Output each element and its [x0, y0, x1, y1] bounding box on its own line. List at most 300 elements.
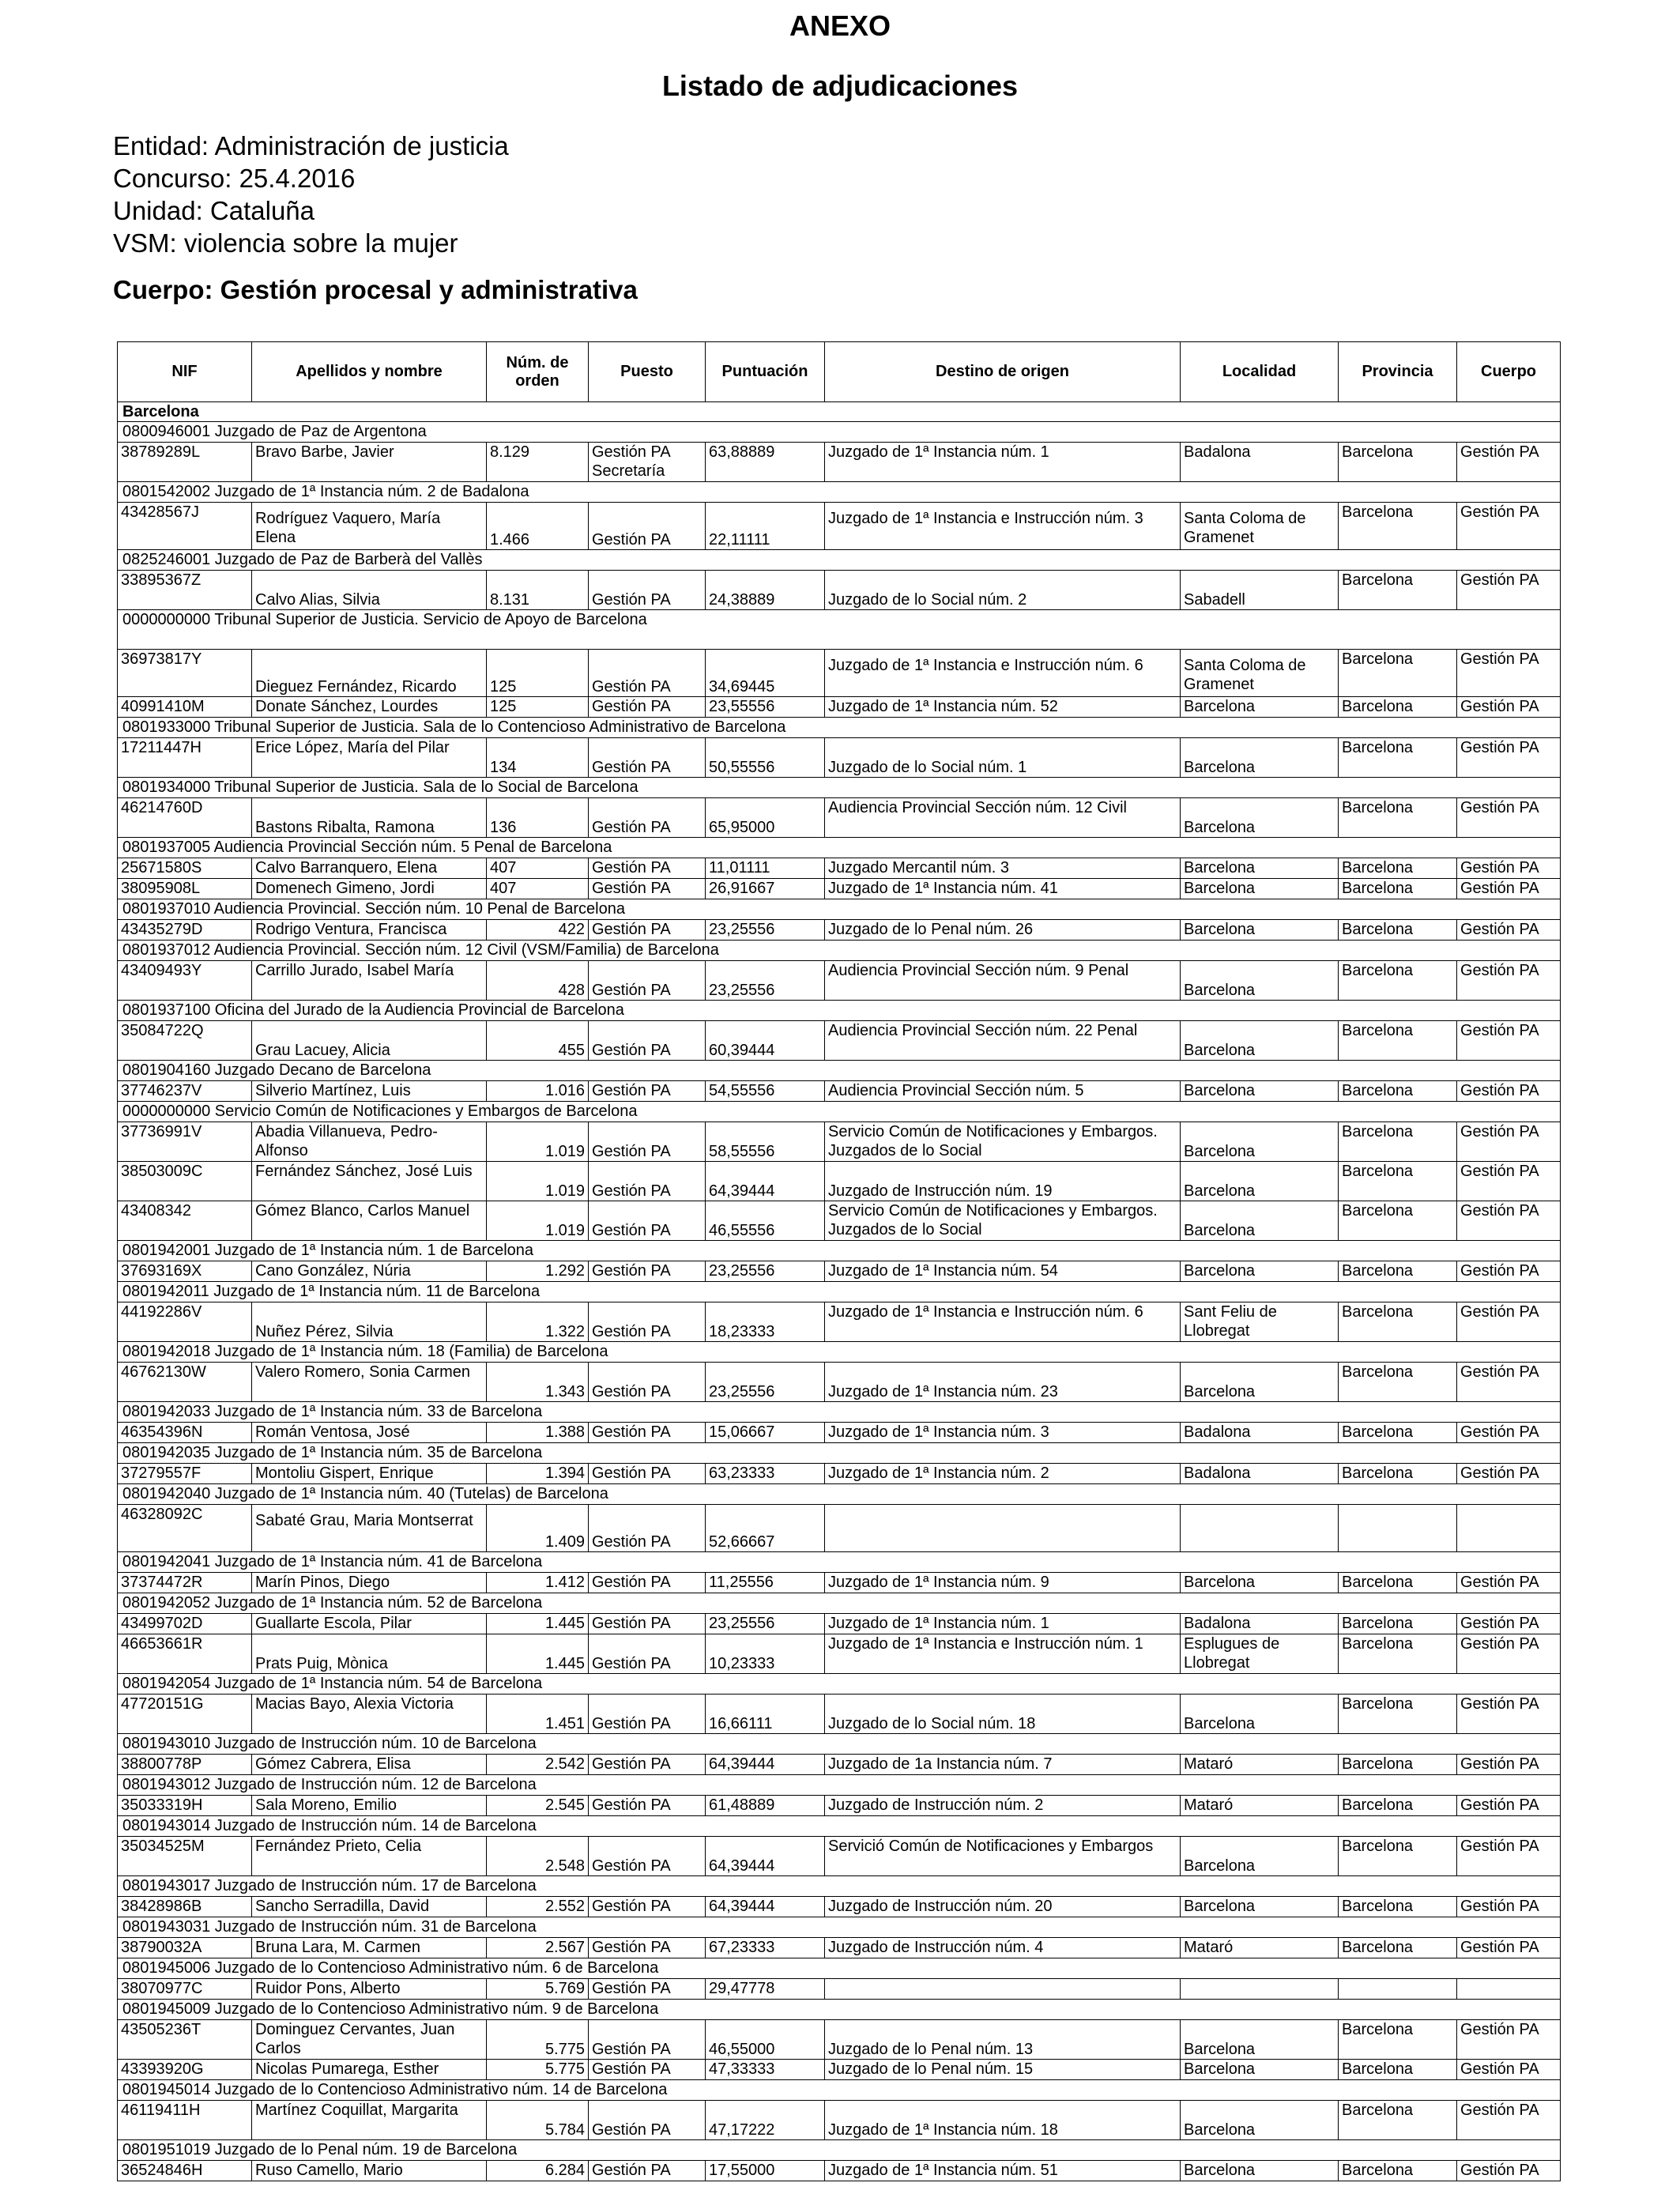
cell-puesto: Gestión PA [589, 1505, 706, 1552]
section-row [118, 1102, 1561, 1122]
cell-destino: Juzgado de 1ª Instancia e Instrucción núm. 1 [825, 1634, 1181, 1674]
table-row [118, 798, 1561, 838]
table-row [118, 1302, 1561, 1342]
cell-provincia: Barcelona [1339, 798, 1457, 838]
section-row [118, 1001, 1561, 1021]
cell-nif: 36973817Y [118, 650, 252, 697]
section-label: 0801943012 Juzgado de Instrucción núm. 12 de Barcelona [118, 1775, 1561, 1796]
col-header-cuerpo: Cuerpo [1457, 342, 1561, 402]
cell-cuerpo: Gestión PA [1457, 1464, 1561, 1484]
cell-orden: 125 [487, 650, 589, 697]
cell-nombre: Bastons Ribalta, Ramona [252, 798, 487, 838]
cell-localidad: Barcelona [1181, 920, 1339, 941]
cell-nif: 35034525M [118, 1837, 252, 1876]
cell-nombre: Bruna Lara, M. Carmen [252, 1938, 487, 1958]
cell-nombre: Carrillo Jurado, Isabel María [252, 961, 487, 1001]
cell-orden: 2.542 [487, 1755, 589, 1775]
cell-destino: Juzgado de 1ª Instancia núm. 54 [825, 1261, 1181, 1282]
section-row [118, 422, 1561, 443]
table-row [118, 1614, 1561, 1634]
cell-puntuacion: 17,55000 [706, 2161, 825, 2181]
cell-puntuacion: 52,66667 [706, 1505, 825, 1552]
cell-puesto: Gestión PA [589, 503, 706, 550]
table-row [118, 571, 1561, 610]
section-label: 0801942035 Juzgado de 1ª Instancia núm. 35 de Barcelona [118, 1443, 1561, 1464]
cell-destino: Juzgado de lo Social núm. 18 [825, 1695, 1181, 1734]
cell-nif: 43499702D [118, 1614, 252, 1634]
cell-nombre: Silverio Martínez, Luis [252, 1081, 487, 1102]
cell-cuerpo: Gestión PA [1457, 443, 1561, 482]
cell-provincia: Barcelona [1339, 1122, 1457, 1162]
cell-puesto: Gestión PA [589, 1021, 706, 1061]
cell-puesto: Gestión PA [589, 1423, 706, 1443]
cell-destino: Servicio Común de Notificaciones y Embargos. Juzgados de lo Social [825, 1122, 1181, 1162]
cell-nif: 37693169X [118, 1261, 252, 1282]
cell-orden: 1.019 [487, 1122, 589, 1162]
cell-puesto: Gestión PA [589, 1464, 706, 1484]
cell-orden: 1.466 [487, 503, 589, 550]
cell-orden: 2.548 [487, 1837, 589, 1876]
cell-provincia: Barcelona [1339, 1614, 1457, 1634]
cell-orden: 1.445 [487, 1634, 589, 1674]
table-row [118, 2020, 1561, 2060]
cell-destino: Juzgado de Instrucción núm. 4 [825, 1938, 1181, 1958]
cell-cuerpo: Gestión PA [1457, 1201, 1561, 1241]
cell-cuerpo: Gestión PA [1457, 1755, 1561, 1775]
cell-orden: 5.775 [487, 2060, 589, 2080]
cell-nombre: Fernández Prieto, Celia [252, 1837, 487, 1876]
cell-provincia: Barcelona [1339, 1755, 1457, 1775]
table-row [118, 2101, 1561, 2140]
cell-cuerpo: Gestión PA [1457, 1162, 1561, 1201]
cell-puntuacion: 64,39444 [706, 1837, 825, 1876]
table-row [118, 1464, 1561, 1484]
cell-localidad: Barcelona [1181, 1081, 1339, 1102]
cell-orden: 5.769 [487, 1979, 589, 2000]
cell-localidad: Barcelona [1181, 1573, 1339, 1593]
cell-nombre: Nicolas Pumarega, Esther [252, 2060, 487, 2080]
cell-cuerpo: Gestión PA [1457, 2020, 1561, 2060]
cell-localidad: Esplugues de Llobregat [1181, 1634, 1339, 1674]
cell-localidad: Mataró [1181, 1938, 1339, 1958]
cell-provincia: Barcelona [1339, 738, 1457, 778]
cell-destino: Audiencia Provincial Sección núm. 22 Penal [825, 1021, 1181, 1061]
cell-localidad: Sant Feliu de Llobregat [1181, 1302, 1339, 1342]
cell-localidad [1181, 1979, 1339, 2000]
cell-nif: 46119411H [118, 2101, 252, 2140]
cell-provincia: Barcelona [1339, 2161, 1457, 2181]
table-row [118, 650, 1561, 697]
table-row [118, 1505, 1561, 1552]
cell-cuerpo: Gestión PA [1457, 1897, 1561, 1917]
cell-destino: Juzgado de 1ª Instancia núm. 52 [825, 697, 1181, 718]
cell-provincia: Barcelona [1339, 1837, 1457, 1876]
cell-nif: 25671580S [118, 858, 252, 879]
cell-provincia: Barcelona [1339, 1423, 1457, 1443]
table-row [118, 697, 1561, 718]
table-row [118, 1261, 1561, 1282]
cell-puesto: Gestión PA [589, 1081, 706, 1102]
cell-destino: Juzgado de lo Penal núm. 15 [825, 2060, 1181, 2080]
cell-puesto: Gestión PA [589, 1695, 706, 1734]
section-label: 0801945014 Juzgado de lo Contencioso Administrativo núm. 14 de Barcelona [118, 2080, 1561, 2101]
cell-provincia [1339, 1505, 1457, 1552]
cell-puntuacion: 23,55556 [706, 697, 825, 718]
section-label: 0800946001 Juzgado de Paz de Argentona [118, 422, 1561, 443]
section-row [118, 718, 1561, 738]
cell-cuerpo: Gestión PA [1457, 920, 1561, 941]
cell-destino: Juzgado de 1ª Instancia núm. 51 [825, 2161, 1181, 2181]
section-row [118, 1593, 1561, 1614]
section-label: 0801942040 Juzgado de 1ª Instancia núm. 40 (Tutelas) de Barcelona [118, 1484, 1561, 1505]
cell-orden: 1.388 [487, 1423, 589, 1443]
cell-localidad: Barcelona [1181, 1363, 1339, 1402]
cell-orden: 1.409 [487, 1505, 589, 1552]
cell-puesto: Gestión PA [589, 858, 706, 879]
section-row [118, 2000, 1561, 2020]
cell-puntuacion: 58,55556 [706, 1122, 825, 1162]
cell-localidad: Barcelona [1181, 1897, 1339, 1917]
cell-destino: Juzgado de Instrucción núm. 2 [825, 1796, 1181, 1816]
cell-cuerpo: Gestión PA [1457, 2101, 1561, 2140]
cell-cuerpo: Gestión PA [1457, 1837, 1561, 1876]
cell-cuerpo: Gestión PA [1457, 1614, 1561, 1634]
cell-nif: 38789289L [118, 443, 252, 482]
section-label: 0801937005 Audiencia Provincial Sección núm. 5 Penal de Barcelona [118, 838, 1561, 858]
cell-nif: 47720151G [118, 1695, 252, 1734]
cell-nif: 37736991V [118, 1122, 252, 1162]
cell-puntuacion: 11,01111 [706, 858, 825, 879]
table-row [118, 961, 1561, 1001]
section-row [118, 838, 1561, 858]
section-row [118, 1775, 1561, 1796]
section-label: 0801943017 Juzgado de Instrucción núm. 17 de Barcelona [118, 1876, 1561, 1897]
unidad-line: Unidad: Cataluña [113, 196, 315, 225]
cell-cuerpo: Gestión PA [1457, 2161, 1561, 2181]
cell-nombre: Donate Sánchez, Lourdes [252, 697, 487, 718]
cell-nombre: Gómez Cabrera, Elisa [252, 1755, 487, 1775]
section-row [118, 1443, 1561, 1464]
cell-puesto: Gestión PA [589, 1897, 706, 1917]
cell-orden: 2.567 [487, 1938, 589, 1958]
cell-nif: 43409493Y [118, 961, 252, 1001]
cell-localidad: Sabadell [1181, 571, 1339, 610]
cell-cuerpo: Gestión PA [1457, 2060, 1561, 2080]
cell-orden: 422 [487, 920, 589, 941]
cell-destino: Juzgado de 1ª Instancia núm. 9 [825, 1573, 1181, 1593]
table-row [118, 1573, 1561, 1593]
cell-nif: 33895367Z [118, 571, 252, 610]
section-row [118, 1876, 1561, 1897]
section-row [118, 1674, 1561, 1695]
section-row [118, 1061, 1561, 1081]
cell-cuerpo: Gestión PA [1457, 1081, 1561, 1102]
section-label: 0801542002 Juzgado de 1ª Instancia núm. 2 de Badalona [118, 482, 1561, 503]
cell-provincia: Barcelona [1339, 1938, 1457, 1958]
table-row [118, 1021, 1561, 1061]
cell-nif: 43408342 [118, 1201, 252, 1241]
cell-nif: 43505236T [118, 2020, 252, 2060]
table-row [118, 2161, 1561, 2181]
cell-destino: Juzgado de 1ª Instancia núm. 3 [825, 1423, 1181, 1443]
cell-puesto: Gestión PA [589, 1302, 706, 1342]
cell-localidad: Barcelona [1181, 2020, 1339, 2060]
cell-orden: 1.016 [487, 1081, 589, 1102]
section-label: 0801943014 Juzgado de Instrucción núm. 14 de Barcelona [118, 1816, 1561, 1837]
cell-localidad: Barcelona [1181, 2060, 1339, 2080]
city-label: Barcelona [118, 402, 1561, 422]
cell-puntuacion: 10,23333 [706, 1634, 825, 1674]
table-body [118, 402, 1561, 2181]
cell-destino: Audiencia Provincial Sección núm. 5 [825, 1081, 1181, 1102]
cell-destino: Juzgado de 1ª Instancia núm. 1 [825, 443, 1181, 482]
section-row [118, 899, 1561, 920]
cell-destino: Juzgado de 1a Instancia núm. 7 [825, 1755, 1181, 1775]
cell-cuerpo: Gestión PA [1457, 1302, 1561, 1342]
entidad-line: Entidad: Administración de justicia [113, 131, 509, 160]
table-row [118, 1363, 1561, 1402]
adjudicaciones-table [117, 341, 1561, 2181]
table-row [118, 443, 1561, 482]
cell-puesto: Gestión PA [589, 1261, 706, 1282]
cell-localidad: Badalona [1181, 1614, 1339, 1634]
cell-cuerpo: Gestión PA [1457, 961, 1561, 1001]
cell-nif: 35084722Q [118, 1021, 252, 1061]
cell-destino: Juzgado Mercantil núm. 3 [825, 858, 1181, 879]
section-row [118, 778, 1561, 798]
cell-puesto: Gestión PA [589, 1122, 706, 1162]
city-row [118, 402, 1561, 422]
section-label: 0801945009 Juzgado de lo Contencioso Administrativo núm. 9 de Barcelona [118, 2000, 1561, 2020]
cell-puesto: Gestión PA [589, 961, 706, 1001]
section-row [118, 1342, 1561, 1363]
table-row [118, 1796, 1561, 1816]
section-label: 0801942018 Juzgado de 1ª Instancia núm. 18 (Familia) de Barcelona [118, 1342, 1561, 1363]
cell-puntuacion: 23,25556 [706, 1261, 825, 1282]
cell-nif: 38800778P [118, 1755, 252, 1775]
cell-orden: 1.451 [487, 1695, 589, 1734]
cell-provincia: Barcelona [1339, 571, 1457, 610]
cell-provincia: Barcelona [1339, 1081, 1457, 1102]
section-row [118, 1484, 1561, 1505]
cell-puesto: Gestión PA [589, 1201, 706, 1241]
section-label: 0000000000 Tribunal Superior de Justicia. Servicio de Apoyo de Barcelona [118, 610, 1561, 650]
cell-puntuacion: 23,25556 [706, 1363, 825, 1402]
table-row [118, 2060, 1561, 2080]
cell-provincia: Barcelona [1339, 1695, 1457, 1734]
cell-cuerpo: Gestión PA [1457, 650, 1561, 697]
cell-nif: 38070977C [118, 1979, 252, 2000]
cell-localidad: Barcelona [1181, 961, 1339, 1001]
cell-localidad: Badalona [1181, 1423, 1339, 1443]
cell-cuerpo: Gestión PA [1457, 697, 1561, 718]
cell-cuerpo: Gestión PA [1457, 503, 1561, 550]
cell-nombre: Dieguez Fernández, Ricardo [252, 650, 487, 697]
cell-puesto: Gestión PA [589, 738, 706, 778]
section-label: 0801937010 Audiencia Provincial. Sección núm. 10 Penal de Barcelona [118, 899, 1561, 920]
table-row [118, 920, 1561, 941]
cell-nombre: Nuñez Pérez, Silvia [252, 1302, 487, 1342]
cell-cuerpo: Gestión PA [1457, 1021, 1561, 1061]
cell-cuerpo: Gestión PA [1457, 879, 1561, 899]
cell-provincia: Barcelona [1339, 2101, 1457, 2140]
table-row [118, 1122, 1561, 1162]
cell-cuerpo: Gestión PA [1457, 798, 1561, 838]
cell-puesto: Gestión PA [589, 798, 706, 838]
cell-provincia: Barcelona [1339, 2020, 1457, 2060]
col-header-destino: Destino de origen [825, 342, 1181, 402]
table-row [118, 1695, 1561, 1734]
cell-provincia [1339, 1979, 1457, 2000]
cell-cuerpo: Gestión PA [1457, 1634, 1561, 1674]
cell-nombre: Guallarte Escola, Pilar [252, 1614, 487, 1634]
cell-puntuacion: 61,48889 [706, 1796, 825, 1816]
cell-puesto: Gestión PA [589, 571, 706, 610]
cell-nombre: Fernández Sánchez, José Luis [252, 1162, 487, 1201]
cell-puntuacion: 23,25556 [706, 1614, 825, 1634]
cell-provincia: Barcelona [1339, 1464, 1457, 1484]
cell-localidad: Badalona [1181, 1464, 1339, 1484]
section-label: 0801951019 Juzgado de lo Penal núm. 19 de Barcelona [118, 2140, 1561, 2161]
cell-nif: 43393920G [118, 2060, 252, 2080]
section-label: 0801904160 Juzgado Decano de Barcelona [118, 1061, 1561, 1081]
table-row [118, 858, 1561, 879]
section-label: 0801937100 Oficina del Jurado de la Audiencia Provincial de Barcelona [118, 1001, 1561, 1021]
section-label: 0825246001 Juzgado de Paz de Barberà del Vallès [118, 550, 1561, 571]
table-row [118, 1081, 1561, 1102]
cell-provincia: Barcelona [1339, 1634, 1457, 1674]
cell-destino: Juzgado de 1ª Instancia núm. 1 [825, 1614, 1181, 1634]
section-label: 0801942054 Juzgado de 1ª Instancia núm. 54 de Barcelona [118, 1674, 1561, 1695]
cell-orden: 2.552 [487, 1897, 589, 1917]
cell-puntuacion: 63,88889 [706, 443, 825, 482]
cell-localidad: Barcelona [1181, 1122, 1339, 1162]
section-label: 0801942033 Juzgado de 1ª Instancia núm. 33 de Barcelona [118, 1402, 1561, 1423]
cell-puesto: Gestión PA [589, 879, 706, 899]
section-row [118, 610, 1561, 650]
cell-orden: 2.545 [487, 1796, 589, 1816]
cell-destino: Juzgado de lo Social núm. 1 [825, 738, 1181, 778]
col-header-provincia: Provincia [1339, 342, 1457, 402]
cell-provincia: Barcelona [1339, 1897, 1457, 1917]
cell-puesto: Gestión PA [589, 1614, 706, 1634]
col-header-puntuacion: Puntuación [706, 342, 825, 402]
col-header-orden: Núm. de orden [487, 342, 589, 402]
cell-cuerpo: Gestión PA [1457, 1363, 1561, 1402]
cell-puntuacion: 24,38889 [706, 571, 825, 610]
cell-nombre: Abadia Villanueva, Pedro-Alfonso [252, 1122, 487, 1162]
cell-nif: 43435279D [118, 920, 252, 941]
cell-orden: 136 [487, 798, 589, 838]
cell-nif: 37374472R [118, 1573, 252, 1593]
cell-provincia: Barcelona [1339, 1261, 1457, 1282]
cell-orden: 8.131 [487, 571, 589, 610]
cell-localidad: Badalona [1181, 443, 1339, 482]
cell-puesto: Gestión PA [589, 2161, 706, 2181]
cell-cuerpo: Gestión PA [1457, 1423, 1561, 1443]
cell-puntuacion: 67,23333 [706, 1938, 825, 1958]
cell-destino: Juzgado de 1ª Instancia e Instrucción núm. 6 [825, 1302, 1181, 1342]
cell-destino: Juzgado de Instrucción núm. 19 [825, 1162, 1181, 1201]
cell-cuerpo: Gestión PA [1457, 1695, 1561, 1734]
cell-puesto: Gestión PA [589, 1979, 706, 2000]
cell-nif: 43428567J [118, 503, 252, 550]
cell-provincia: Barcelona [1339, 879, 1457, 899]
cell-puesto: Gestión PA Secretaría [589, 443, 706, 482]
cell-cuerpo [1457, 1979, 1561, 2000]
table-row [118, 503, 1561, 550]
cell-destino: Juzgado de lo Penal núm. 13 [825, 2020, 1181, 2060]
cell-nombre: Rodríguez Vaquero, María Elena [252, 503, 487, 550]
cell-destino: Juzgado de 1ª Instancia e Instrucción núm. 3 [825, 503, 1181, 550]
cell-nif: 38503009C [118, 1162, 252, 1201]
cell-puesto: Gestión PA [589, 1837, 706, 1876]
section-row [118, 1241, 1561, 1261]
table-row [118, 1162, 1561, 1201]
cell-nif: 17211447H [118, 738, 252, 778]
cell-nif: 38428986B [118, 1897, 252, 1917]
section-row [118, 1816, 1561, 1837]
cell-localidad: Barcelona [1181, 1695, 1339, 1734]
section-row [118, 2140, 1561, 2161]
cell-puesto: Gestión PA [589, 1634, 706, 1674]
section-label: 0801943010 Juzgado de Instrucción núm. 10 de Barcelona [118, 1734, 1561, 1755]
cell-orden: 1.292 [487, 1261, 589, 1282]
cell-nif: 44192286V [118, 1302, 252, 1342]
table-row [118, 1837, 1561, 1876]
cell-puntuacion: 16,66111 [706, 1695, 825, 1734]
cell-nif: 46328092C [118, 1505, 252, 1552]
col-header-puesto: Puesto [589, 342, 706, 402]
cell-destino: Servició Común de Notificaciones y Embargos [825, 1837, 1181, 1876]
cell-puesto: Gestión PA [589, 1363, 706, 1402]
cell-puntuacion: 54,55556 [706, 1081, 825, 1102]
document-metadata [113, 130, 509, 259]
table-row [118, 1755, 1561, 1775]
cell-provincia: Barcelona [1339, 650, 1457, 697]
cell-orden: 5.775 [487, 2020, 589, 2060]
cell-nif: 46354396N [118, 1423, 252, 1443]
cell-localidad: Barcelona [1181, 1261, 1339, 1282]
cell-puntuacion: 64,39444 [706, 1162, 825, 1201]
cell-cuerpo: Gestión PA [1457, 1122, 1561, 1162]
cell-orden: 8.129 [487, 443, 589, 482]
cell-cuerpo: Gestión PA [1457, 1261, 1561, 1282]
cell-destino: Audiencia Provincial Sección núm. 9 Penal [825, 961, 1181, 1001]
col-header-localidad: Localidad [1181, 342, 1339, 402]
table-row [118, 738, 1561, 778]
col-header-nombre: Apellidos y nombre [252, 342, 487, 402]
cell-puesto: Gestión PA [589, 920, 706, 941]
cell-destino [825, 1505, 1181, 1552]
cell-cuerpo: Gestión PA [1457, 858, 1561, 879]
cuerpo-heading: Cuerpo: Gestión procesal y administrativa [113, 275, 638, 304]
cell-provincia: Barcelona [1339, 1201, 1457, 1241]
cell-puesto: Gestión PA [589, 697, 706, 718]
cell-nif: 35033319H [118, 1796, 252, 1816]
cell-puntuacion: 23,25556 [706, 961, 825, 1001]
cell-localidad: Barcelona [1181, 2101, 1339, 2140]
annex-heading: ANEXO [789, 9, 891, 42]
cell-localidad: Barcelona [1181, 1021, 1339, 1061]
cell-nombre: Gómez Blanco, Carlos Manuel [252, 1201, 487, 1241]
cell-nif: 46214760D [118, 798, 252, 838]
section-row [118, 941, 1561, 961]
cell-localidad: Santa Coloma de Gramenet [1181, 503, 1339, 550]
cell-nombre: Bravo Barbe, Javier [252, 443, 487, 482]
cell-puntuacion: 65,95000 [706, 798, 825, 838]
cell-nombre: Sabaté Grau, Maria Montserrat [252, 1505, 487, 1552]
